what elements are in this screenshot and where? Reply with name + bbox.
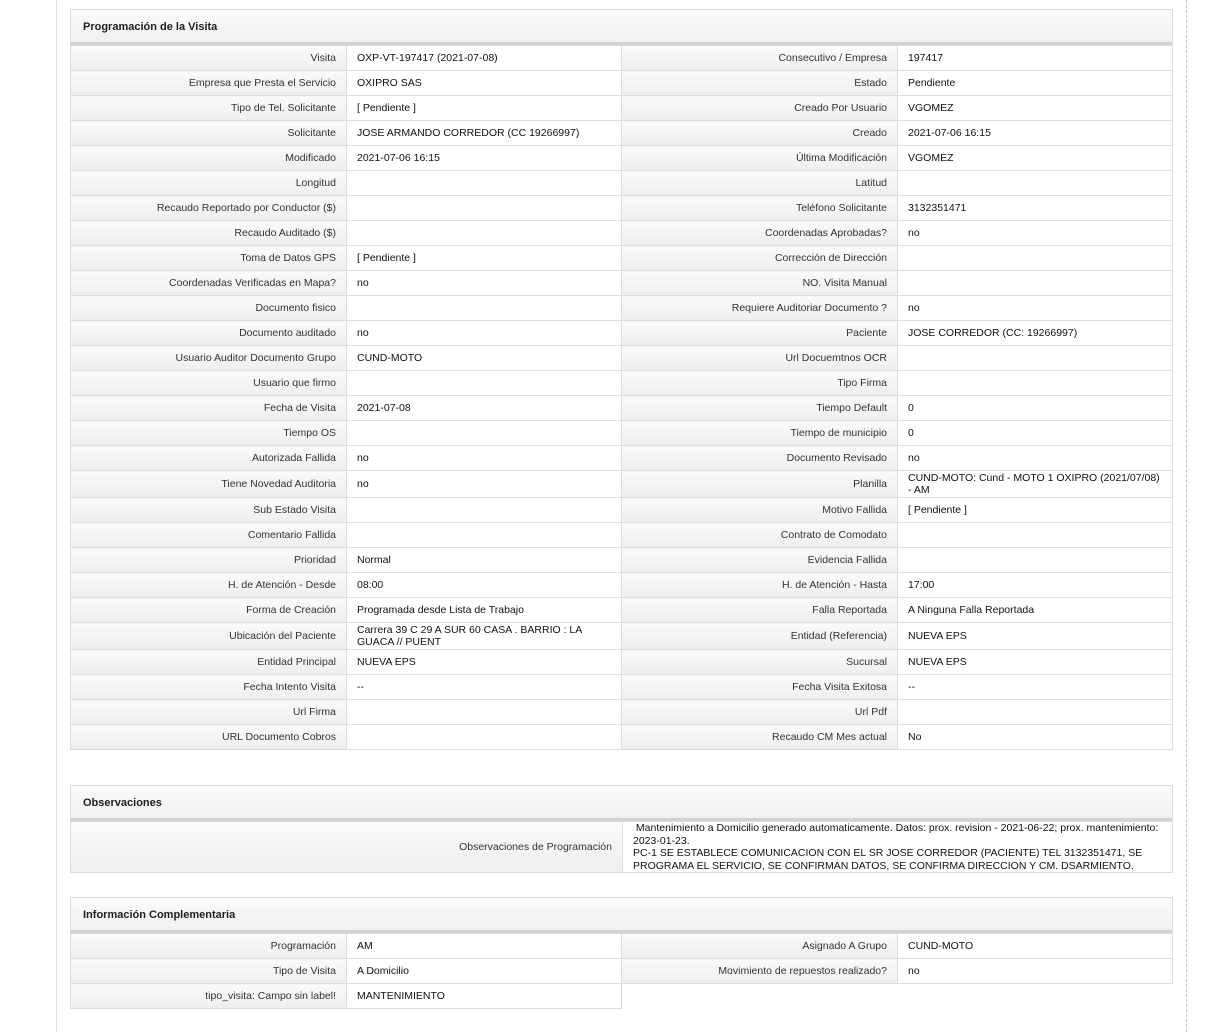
- observaciones-header: Observaciones: [70, 785, 1173, 821]
- right-dashed-border: [1186, 0, 1187, 1032]
- table-row: [71, 650, 1173, 675]
- field-label: Tipo de Tel. Solicitante: [71, 96, 347, 121]
- field-value: JOSE CORREDOR (CC: 19266997): [898, 321, 1173, 346]
- field-value: [898, 346, 1173, 371]
- field-value: [898, 371, 1173, 396]
- field-value: [898, 171, 1173, 196]
- table-row: [71, 523, 1173, 548]
- field-value: no: [347, 321, 622, 346]
- field-value: VGOMEZ: [898, 96, 1173, 121]
- table-row: [71, 246, 1173, 271]
- field-label: Consecutivo / Empresa: [622, 46, 898, 71]
- field-value: no: [898, 959, 1173, 984]
- table-row: [71, 71, 1173, 96]
- field-value: [347, 296, 622, 321]
- field-label: H. de Atención - Desde: [71, 573, 347, 598]
- field-label: Empresa que Presta el Servicio: [71, 71, 347, 96]
- field-value: --: [898, 675, 1173, 700]
- field-label: Comentario Fallida: [71, 523, 347, 548]
- field-value: A Domicilio: [347, 959, 622, 984]
- field-label: Forma de Creación: [71, 598, 347, 623]
- field-value: [347, 725, 622, 750]
- field-value: CUND-MOTO: Cund - MOTO 1 OXIPRO (2021/07/08) - AM: [898, 471, 1173, 498]
- field-label: Longitud: [71, 171, 347, 196]
- table-row: [71, 548, 1173, 573]
- field-label: NO. Visita Manual: [622, 271, 898, 296]
- field-label: Fecha Visita Exitosa: [622, 675, 898, 700]
- complementaria-table: [70, 933, 1173, 1009]
- field-value: [898, 246, 1173, 271]
- field-value: AM: [347, 934, 622, 959]
- field-label: Paciente: [622, 321, 898, 346]
- table-row: [71, 271, 1173, 296]
- field-value: --: [347, 675, 622, 700]
- field-value: CUND-MOTO: [347, 346, 622, 371]
- field-value: 2021-07-08: [347, 396, 622, 421]
- table-row: [71, 700, 1173, 725]
- left-border-line: [56, 0, 57, 1032]
- field-label: Recaudo Auditado ($): [71, 221, 347, 246]
- complementaria-section: [70, 897, 1173, 1009]
- observaciones-section: [70, 785, 1173, 873]
- table-row: [71, 984, 1173, 1009]
- table-row: [71, 446, 1173, 471]
- field-value: 17:00: [898, 573, 1173, 598]
- field-value: 197417: [898, 46, 1173, 71]
- field-label: Teléfono Solicitante: [622, 196, 898, 221]
- table-row: [71, 171, 1173, 196]
- field-value: 2021-07-06 16:15: [347, 146, 622, 171]
- table-row: [71, 598, 1173, 623]
- field-label: Recaudo CM Mes actual: [622, 725, 898, 750]
- field-label: Fecha de Visita: [71, 396, 347, 421]
- field-value: Normal: [347, 548, 622, 573]
- field-value: 08:00: [347, 573, 622, 598]
- field-value: MANTENIMIENTO: [347, 984, 622, 1009]
- table-row: [71, 623, 1173, 650]
- field-label: Entidad (Referencia): [622, 623, 898, 650]
- table-row: [71, 96, 1173, 121]
- field-label: Url Pdf: [622, 700, 898, 725]
- field-label: Url Docuemtnos OCR: [622, 346, 898, 371]
- field-label: Creado Por Usuario: [622, 96, 898, 121]
- field-value: A Ninguna Falla Reportada: [898, 598, 1173, 623]
- field-value: NUEVA EPS: [347, 650, 622, 675]
- field-label: Asignado A Grupo: [622, 934, 898, 959]
- table-row: [71, 934, 1173, 959]
- table-row: [71, 221, 1173, 246]
- field-value: [347, 421, 622, 446]
- field-label: Usuario Auditor Documento Grupo: [71, 346, 347, 371]
- field-value: [347, 371, 622, 396]
- field-label: Modificado: [71, 146, 347, 171]
- programacion-section: [70, 9, 1173, 750]
- observaciones-label: Observaciones de Programación: [71, 822, 623, 873]
- field-label: Sucursal: [622, 650, 898, 675]
- field-value: NUEVA EPS: [898, 650, 1173, 675]
- field-value: [ Pendiente ]: [347, 246, 622, 271]
- table-row: [71, 421, 1173, 446]
- field-label: Url Firma: [71, 700, 347, 725]
- table-row: [71, 346, 1173, 371]
- field-value: OXIPRO SAS: [347, 71, 622, 96]
- field-label: Planilla: [622, 471, 898, 498]
- field-label: Visita: [71, 46, 347, 71]
- field-label: Coordenadas Aprobadas?: [622, 221, 898, 246]
- field-label: Tipo Firma: [622, 371, 898, 396]
- field-value: CUND-MOTO: [898, 934, 1173, 959]
- field-value: No: [898, 725, 1173, 750]
- field-value: Carrera 39 C 29 A SUR 60 CASA . BARRIO : LA GUACA // PUENT: [347, 623, 622, 650]
- field-label: Falla Reportada: [622, 598, 898, 623]
- field-label: Evidencia Fallida: [622, 548, 898, 573]
- field-label: Requiere Auditoriar Documento ?: [622, 296, 898, 321]
- field-value: no: [898, 296, 1173, 321]
- field-label: Tiempo OS: [71, 421, 347, 446]
- field-label: Documento fisico: [71, 296, 347, 321]
- field-label: Tiene Novedad Auditoria: [71, 471, 347, 498]
- field-label: Solicitante: [71, 121, 347, 146]
- field-value: [898, 271, 1173, 296]
- field-value: Pendiente: [898, 71, 1173, 96]
- field-value: 0: [898, 421, 1173, 446]
- field-label: Fecha Intento Visita: [71, 675, 347, 700]
- field-label: Coordenadas Verificadas en Mapa?: [71, 271, 347, 296]
- field-label: Prioridad: [71, 548, 347, 573]
- table-row: [71, 371, 1173, 396]
- programacion-header: Programación de la Visita: [70, 9, 1173, 45]
- field-value: no: [347, 271, 622, 296]
- field-label: Latitud: [622, 171, 898, 196]
- field-label: Movimiento de repuestos realizado?: [622, 959, 898, 984]
- field-label: Documento Revisado: [622, 446, 898, 471]
- field-value: OXP-VT-197417 (2021-07-08): [347, 46, 622, 71]
- field-label: Sub Estado Visita: [71, 498, 347, 523]
- table-row: [71, 321, 1173, 346]
- field-value: [ Pendiente ]: [347, 96, 622, 121]
- field-value: [347, 171, 622, 196]
- field-value: [347, 221, 622, 246]
- field-value: no: [898, 446, 1173, 471]
- field-label: URL Documento Cobros: [71, 725, 347, 750]
- field-value: [347, 498, 622, 523]
- field-label: Tiempo Default: [622, 396, 898, 421]
- table-row: [71, 498, 1173, 523]
- field-value: VGOMEZ: [898, 146, 1173, 171]
- field-label: tipo_visita: Campo sin label!: [71, 984, 347, 1009]
- table-row: [71, 471, 1173, 498]
- empty-cell: [622, 984, 898, 1009]
- field-value: NUEVA EPS: [898, 623, 1173, 650]
- field-label: Tipo de Visita: [71, 959, 347, 984]
- field-label: Creado: [622, 121, 898, 146]
- field-label: Autorizada Fallida: [71, 446, 347, 471]
- complementaria-header: Información Complementaria: [70, 897, 1173, 933]
- field-value: [347, 196, 622, 221]
- field-label: Documento auditado: [71, 321, 347, 346]
- table-row: [71, 573, 1173, 598]
- field-value: [ Pendiente ]: [898, 498, 1173, 523]
- field-value: [898, 523, 1173, 548]
- field-label: Ubicación del Paciente: [71, 623, 347, 650]
- table-row: [71, 46, 1173, 71]
- table-row: [71, 146, 1173, 171]
- programacion-table: [70, 45, 1173, 750]
- table-row: [71, 121, 1173, 146]
- observaciones-table: [70, 821, 1173, 873]
- empty-cell: [898, 984, 1173, 1009]
- field-label: Corrección de Dirección: [622, 246, 898, 271]
- field-value: 3132351471: [898, 196, 1173, 221]
- table-row: [71, 675, 1173, 700]
- table-row: [71, 959, 1173, 984]
- field-label: Usuario que firmo: [71, 371, 347, 396]
- field-label: Programación: [71, 934, 347, 959]
- table-row: [71, 396, 1173, 421]
- table-row: [71, 822, 1173, 873]
- field-value: [347, 700, 622, 725]
- field-value: 2021-07-06 16:15: [898, 121, 1173, 146]
- field-label: Estado: [622, 71, 898, 96]
- field-label: H. de Atención - Hasta: [622, 573, 898, 598]
- table-row: [71, 196, 1173, 221]
- field-value: 0: [898, 396, 1173, 421]
- field-label: Entidad Principal: [71, 650, 347, 675]
- field-label: Toma de Datos GPS: [71, 246, 347, 271]
- field-label: Recaudo Reportado por Conductor ($): [71, 196, 347, 221]
- field-label: Tiempo de municipio: [622, 421, 898, 446]
- field-value: [898, 700, 1173, 725]
- field-label: Contrato de Comodato: [622, 523, 898, 548]
- field-value: no: [898, 221, 1173, 246]
- field-value: Programada desde Lista de Trabajo: [347, 598, 622, 623]
- table-row: [71, 725, 1173, 750]
- field-value: no: [347, 471, 622, 498]
- field-value: [347, 523, 622, 548]
- table-row: [71, 296, 1173, 321]
- field-value: no: [347, 446, 622, 471]
- field-label: Última Modificación: [622, 146, 898, 171]
- field-value: [898, 548, 1173, 573]
- field-label: Motivo Fallida: [622, 498, 898, 523]
- field-value: JOSE ARMANDO CORREDOR (CC 19266997): [347, 121, 622, 146]
- observaciones-value: Mantenimiento a Domicilio generado automaticamente. Datos: prox. revision - 2021-06-22; prox. mantenimiento: 2023-01-23. PC-1 SE ESTABLECE COMUNICACION CON EL SR JOSE CORREDOR (PACIENTE) TEL 3132351471, SE PROGRAMA EL SERVICIO, SE CONFIRMAN DATOS, SE CONFIRMA DIRECCION Y CM. DSARMIENTO.: [623, 822, 1173, 873]
